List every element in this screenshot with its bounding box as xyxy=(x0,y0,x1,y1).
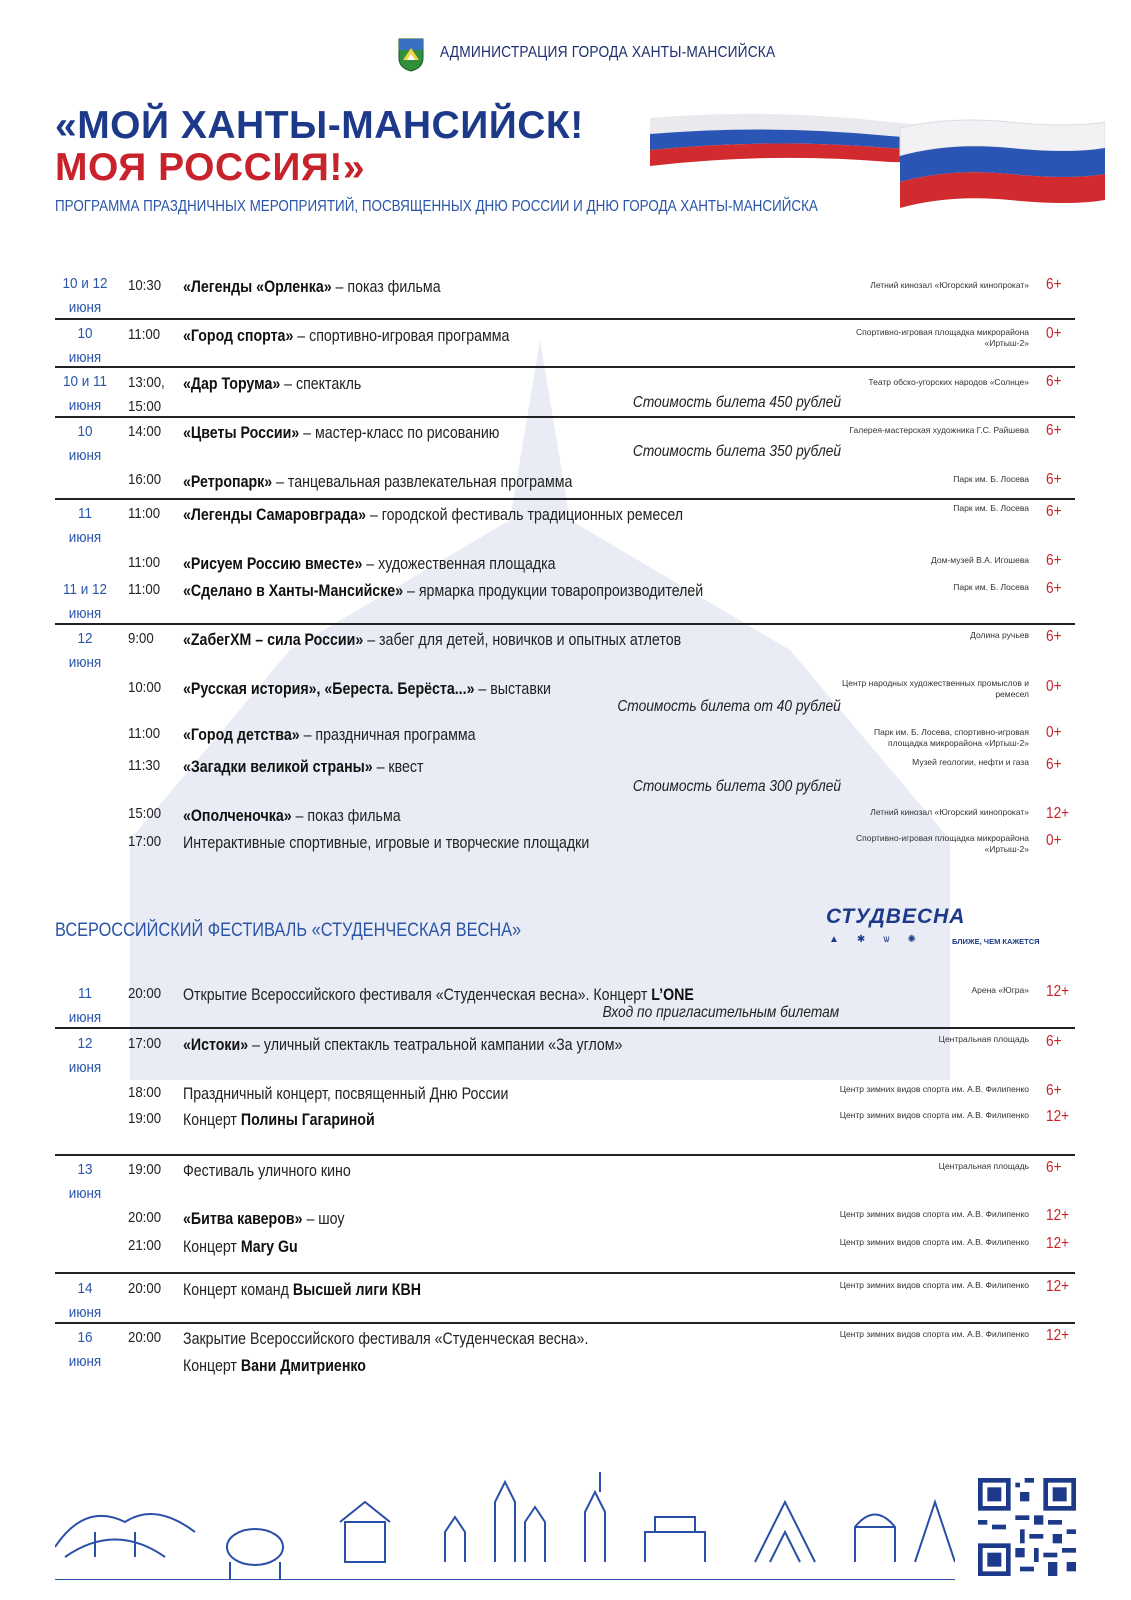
event-title-pre: Фестиваль уличного кино xyxy=(183,1162,351,1180)
page-title-line1: «МОЙ ХАНТЫ-МАНСИЙСК! xyxy=(55,104,584,147)
page-subtitle: ПРОГРАММА ПРАЗДНИЧНЫХ МЕРОПРИЯТИЙ, ПОСВЯЩЕННЫХ ДНЮ РОССИИ И ДНЮ ГОРОДА ХАНТЫ-МАНСИЙСКА xyxy=(55,198,818,215)
event-month: июня xyxy=(68,1304,102,1321)
age-rating: 6+ xyxy=(1046,422,1062,439)
event-title-rest: – мастер-класс по рисованию xyxy=(299,424,500,442)
event-title xyxy=(183,324,509,348)
event-title-bold: «ZaбегХМ – сила России» xyxy=(183,631,364,649)
event-venue: Дом-музей В.А. Игошева xyxy=(931,555,1029,565)
age-rating: 6+ xyxy=(1046,1159,1062,1176)
event-title-pre: Концерт xyxy=(183,1238,241,1256)
studvesna-icons: ▲✱ѡ✺ xyxy=(829,934,934,945)
event-venue: Центр зимних видов спорта им. А.В. Филипенко xyxy=(839,1110,1029,1120)
event-title-pre: Концерт команд xyxy=(183,1281,293,1299)
event-venue: Центральная площадь xyxy=(938,1161,1029,1171)
event-title xyxy=(183,1033,622,1057)
event-date: 12 xyxy=(77,1035,93,1052)
event-date: 10 и 11 xyxy=(62,373,108,390)
event-month: июня xyxy=(68,1059,102,1076)
event-venue: Спортивно-игровая площадка микрорайона «Иртыш-2» xyxy=(855,833,1029,854)
event-title-bold: Полины Гагариной xyxy=(240,1111,375,1129)
event-month: июня xyxy=(68,299,102,316)
event-time: 11:00 xyxy=(128,581,161,598)
event-venue: Парк им. Б. Лосева xyxy=(953,582,1029,592)
age-rating: 12+ xyxy=(1046,1207,1070,1224)
event-title xyxy=(183,628,681,652)
event-title-bold: «Город спорта» xyxy=(183,327,294,345)
day-separator xyxy=(55,1027,1075,1029)
event-date: 12 xyxy=(77,630,93,647)
event-time: 15:00 xyxy=(128,805,162,822)
age-rating: 0+ xyxy=(1046,325,1062,342)
event-title-bold: Mary Gu xyxy=(240,1238,298,1256)
event-time: 20:00 xyxy=(128,985,162,1002)
age-rating: 12+ xyxy=(1046,1327,1070,1344)
event-title-pre: Концерт xyxy=(183,1357,241,1375)
event-venue: Парк им. Б. Лосева, спортивно-игровая площадка микрорайона «Иртыш-2» xyxy=(874,727,1029,748)
event-venue: Галерея-мастерская художника Г.С. Райшева xyxy=(849,425,1029,435)
event-time: 14:00 xyxy=(128,423,162,440)
event-title-rest: – танцевальная развлекательная программа xyxy=(272,473,573,491)
day-separator xyxy=(55,318,1075,320)
event-title-rest: – спектакль xyxy=(280,375,362,393)
event-time: 9:00 xyxy=(128,630,154,647)
administration-label: АДМИНИСТРАЦИЯ ГОРОДА ХАНТЫ-МАНСИЙСКА xyxy=(440,44,776,61)
event-venue: Центр зимних видов спорта им. А.В. Филипенко xyxy=(839,1329,1029,1339)
event-time: 19:00 xyxy=(128,1161,162,1178)
event-title xyxy=(183,804,401,828)
event-venue: Театр обско-угорских народов «Солнце» xyxy=(868,377,1029,387)
event-title xyxy=(183,1278,421,1302)
event-month: июня xyxy=(68,397,102,414)
event-venue: Летний кинозал «Югорский кинопрокат» xyxy=(870,280,1029,290)
event-title xyxy=(183,1235,298,1259)
event-title xyxy=(183,470,572,494)
event-venue: Музей геологии, нефти и газа xyxy=(912,757,1029,767)
event-venue: Центральная площадь xyxy=(938,1034,1029,1044)
event-title-pre: Закрытие Всероссийского фестиваля «Студенческая весна». xyxy=(183,1330,589,1348)
event-title-pre: Открытие Всероссийского фестиваля «Студенческая весна». Концерт xyxy=(183,986,652,1004)
event-venue: Летний кинозал «Югорский кинопрокат» xyxy=(870,807,1029,817)
age-rating: 6+ xyxy=(1046,276,1062,293)
ticket-price: Стоимость билета 450 рублей xyxy=(632,394,841,411)
event-title-rest: – праздничная программа xyxy=(299,726,476,744)
event-venue: Арена «Югра» xyxy=(971,985,1029,995)
age-rating: 12+ xyxy=(1046,1278,1070,1295)
event-title-bold: Высшей лиги КВН xyxy=(292,1281,421,1299)
event-title xyxy=(183,723,476,747)
city-skyline-illustration xyxy=(55,1462,955,1580)
event-month: июня xyxy=(68,447,102,464)
event-title-rest: – показ фильма xyxy=(291,807,401,825)
event-title-rest: Интерактивные спортивные, игровые и творческие площадки xyxy=(183,834,590,852)
event-title-post: – шоу xyxy=(302,1210,345,1228)
event-title-pre: Концерт xyxy=(183,1111,241,1129)
day-separator xyxy=(55,623,1075,625)
ticket-price: Стоимость билета 350 рублей xyxy=(632,443,841,460)
day-separator xyxy=(55,498,1075,500)
event-venue: Центр зимних видов спорта им. А.В. Филипенко xyxy=(839,1237,1029,1247)
age-rating: 0+ xyxy=(1046,724,1062,741)
event-venue: Центр народных художественных промыслов и ремесел xyxy=(841,678,1029,699)
event-date: 10 и 12 xyxy=(62,275,108,292)
event-time: 19:00 xyxy=(128,1110,162,1127)
age-rating: 12+ xyxy=(1046,1108,1070,1125)
event-title xyxy=(183,1327,588,1351)
event-title-rest: – выставки xyxy=(474,680,551,698)
event-title-bold: «Истоки» xyxy=(183,1036,249,1054)
event-title-rest: – спортивно-игровая программа xyxy=(293,327,510,345)
event-time: 13:00, xyxy=(128,374,165,391)
event-title xyxy=(183,421,499,445)
event-title-bold: «Город детства» xyxy=(183,726,300,744)
age-rating: 6+ xyxy=(1046,1082,1062,1099)
age-rating: 6+ xyxy=(1046,1033,1062,1050)
ticket-price: Вход по пригласительным билетам xyxy=(602,1004,839,1021)
event-title-bold: «Загадки великой страны» xyxy=(183,758,373,776)
event-time: 17:00 xyxy=(128,833,162,850)
event-venue: Парк им. Б. Лосева xyxy=(953,474,1029,484)
event-title-bold: Вани Дмитриенко xyxy=(240,1357,366,1375)
event-venue: Спортивно-игровая площадка микрорайона «Иртыш-2» xyxy=(855,327,1029,348)
event-venue: Центр зимних видов спорта им. А.В. Филипенко xyxy=(839,1209,1029,1219)
event-title xyxy=(183,755,424,779)
event-title xyxy=(183,275,441,299)
event-title-rest: – квест xyxy=(372,758,424,776)
event-title xyxy=(183,1159,351,1183)
event-venue: Долина ручьев xyxy=(970,630,1029,640)
event-title-post: – уличный спектакль театральной кампании «За углом» xyxy=(248,1036,623,1054)
event-venue: Центр зимних видов спорта им. А.В. Филипенко xyxy=(839,1280,1029,1290)
event-month: июня xyxy=(68,1185,102,1202)
age-rating: 0+ xyxy=(1046,678,1062,695)
event-date: 16 xyxy=(77,1329,93,1346)
event-time: 20:00 xyxy=(128,1209,162,1226)
event-title-rest: – ярмарка продукции товаропроизводителей xyxy=(403,582,704,600)
event-title-rest: – показ фильма xyxy=(331,278,441,296)
age-rating: 6+ xyxy=(1046,756,1062,773)
event-title-rest: – забег для детей, новичков и опытных атлетов xyxy=(363,631,682,649)
event-month: июня xyxy=(68,654,102,671)
event-venue: Центр зимних видов спорта им. А.В. Филипенко xyxy=(839,1084,1029,1094)
event-title xyxy=(183,579,703,603)
day-separator xyxy=(55,366,1075,368)
event-month: июня xyxy=(68,605,102,622)
russian-flag-ribbon xyxy=(650,108,1105,208)
age-rating: 12+ xyxy=(1046,805,1070,822)
event-title-line2 xyxy=(183,1354,366,1378)
event-time: 11:00 xyxy=(128,725,161,742)
event-date: 10 xyxy=(77,325,93,342)
event-title xyxy=(183,677,551,701)
event-title xyxy=(183,1207,345,1231)
event-date: 10 xyxy=(77,423,93,440)
event-time: 18:00 xyxy=(128,1084,162,1101)
coat-of-arms-icon xyxy=(398,38,424,72)
event-title-pre: Праздничный концерт, посвященный Дню России xyxy=(183,1085,509,1103)
event-title-bold: «Ретропарк» xyxy=(183,473,273,491)
event-title-bold: L’ONE xyxy=(651,986,694,1004)
event-time: 16:00 xyxy=(128,471,162,488)
age-rating: 6+ xyxy=(1046,580,1062,597)
event-title-bold: «Рисуем Россию вместе» xyxy=(183,555,363,573)
event-month: июня xyxy=(68,1353,102,1370)
event-time: 20:00 xyxy=(128,1329,162,1346)
day-separator xyxy=(55,1272,1075,1274)
age-rating: 0+ xyxy=(1046,832,1062,849)
age-rating: 12+ xyxy=(1046,983,1070,1000)
event-time: 11:00 xyxy=(128,554,161,571)
qr-code[interactable] xyxy=(978,1478,1076,1576)
studvesna-logo: СТУДВЕСНА xyxy=(826,905,966,928)
event-title xyxy=(183,1082,508,1106)
event-date: 14 xyxy=(77,1280,93,1297)
event-time-2: 15:00 xyxy=(128,398,162,415)
event-title-rest: – художественная площадка xyxy=(362,555,556,573)
age-rating: 6+ xyxy=(1046,628,1062,645)
event-title-rest: – городской фестиваль традиционных ремесел xyxy=(366,506,684,524)
event-time: 10:30 xyxy=(128,277,162,294)
ticket-price: Стоимость билета 300 рублей xyxy=(632,778,841,795)
event-title-bold: «Русская история», «Береста. Берёста...» xyxy=(183,680,475,698)
event-title-bold: «Сделано в Ханты-Мансийске» xyxy=(183,582,404,600)
studvesna-tagline: БЛИЖЕ, ЧЕМ КАЖЕТСЯ xyxy=(952,937,1040,946)
day-separator xyxy=(55,416,1075,418)
age-rating: 12+ xyxy=(1046,1235,1070,1252)
event-title-bold: «Цветы России» xyxy=(183,424,300,442)
day-separator xyxy=(55,1154,1075,1156)
event-date: 13 xyxy=(77,1161,93,1178)
event-month: июня xyxy=(68,349,102,366)
event-time: 20:00 xyxy=(128,1280,162,1297)
ticket-price: Стоимость билета от 40 рублей xyxy=(617,698,841,715)
event-title xyxy=(183,831,589,855)
day-separator xyxy=(55,1322,1075,1324)
event-time: 11:30 xyxy=(128,757,161,774)
event-title xyxy=(183,372,361,396)
event-title-bold: «Битва каверов» xyxy=(183,1210,303,1228)
event-title-bold: «Легенды «Орленка» xyxy=(183,278,332,296)
event-time: 11:00 xyxy=(128,505,161,522)
event-title-bold: «Ополченочка» xyxy=(183,807,292,825)
event-title-bold: «Дар Торума» xyxy=(183,375,281,393)
age-rating: 6+ xyxy=(1046,503,1062,520)
page-title-line2: МОЯ РОССИЯ!» xyxy=(55,146,366,189)
event-date: 11 и 12 xyxy=(62,581,108,598)
age-rating: 6+ xyxy=(1046,552,1062,569)
age-rating: 6+ xyxy=(1046,471,1062,488)
event-month: июня xyxy=(68,1009,102,1026)
event-month: июня xyxy=(68,529,102,546)
event-title xyxy=(183,1108,375,1132)
event-date: 11 xyxy=(77,505,93,522)
event-title xyxy=(183,552,556,576)
event-date: 11 xyxy=(77,985,93,1002)
event-time: 17:00 xyxy=(128,1035,162,1052)
age-rating: 6+ xyxy=(1046,373,1062,390)
event-time: 11:00 xyxy=(128,326,161,343)
event-title xyxy=(183,503,683,527)
event-title-bold: «Легенды Самаровграда» xyxy=(183,506,367,524)
festival-title: ВСЕРОССИЙСКИЙ ФЕСТИВАЛЬ «СТУДЕНЧЕСКАЯ ВЕСНА» xyxy=(55,920,522,941)
event-venue: Парк им. Б. Лосева xyxy=(953,503,1029,513)
event-time: 21:00 xyxy=(128,1237,162,1254)
event-time: 10:00 xyxy=(128,679,162,696)
